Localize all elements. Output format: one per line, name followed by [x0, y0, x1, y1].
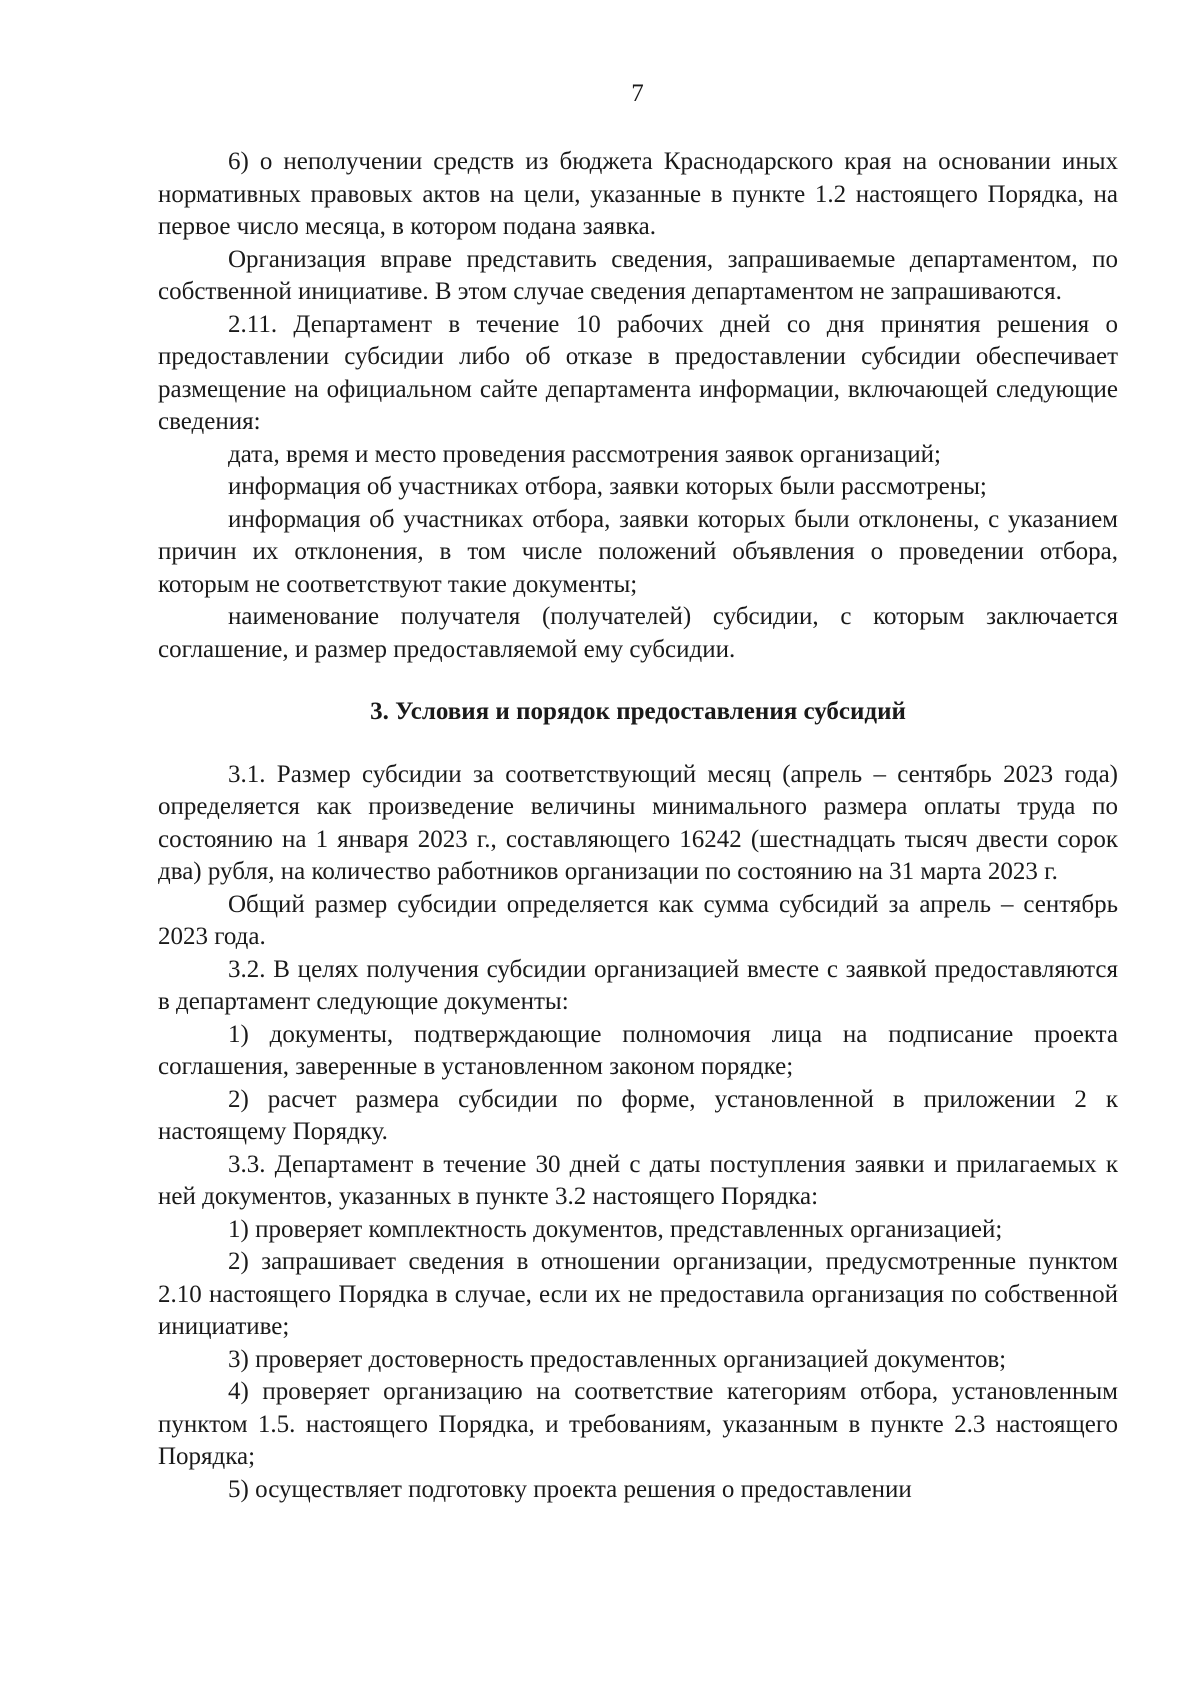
paragraph-total-size: Общий размер субсидии определяется как сумма субсидий за апрель – сентябрь 2023 года. — [158, 890, 1118, 950]
paragraph-initiative: Организация вправе представить сведения, запрашиваемые департаментом, по собственной инициативе. В этом случае сведения департаментом не запрашиваются. — [158, 245, 1118, 305]
paragraph-info-recipient: наименование получателя (получателей) субсидии, с которым заключается соглашение, и размер предоставляемой ему субсидии. — [158, 603, 1118, 663]
paragraph-3-3-item-3: 3) проверяет достоверность предоставленных организацией документов; — [228, 1345, 1007, 1373]
page-number: 7 — [631, 80, 644, 107]
paragraph-3-1: 3.1. Размер субсидии за соответствующий месяц (апрель – сентябрь 2023 года) определяется как произведение величины минимального размера оплаты труда по состоянию на 1 января 2023 г., составляющего 16242 (шестнадцать тысяч двести сорок два) рубля, на количество работников организации по состоянию на 31 марта 2023 г. — [158, 760, 1118, 885]
paragraph-3-2: 3.2. В целях получения субсидии организацией вместе с заявкой предоставляются в департамент следующие документы: — [158, 955, 1118, 1015]
paragraph-3-3-item-2: 2) запрашивает сведения в отношении организации, предусмотренные пунктом 2.10 настоящего Порядка в случае, если их не предоставила организация по собственной инициативе; — [158, 1248, 1118, 1340]
document-body — [158, 146, 1118, 1506]
paragraph-info-reviewed: информация об участниках отбора, заявки которых были рассмотрены; — [228, 473, 987, 500]
paragraph-info-date: дата, время и место проведения рассмотрения заявок организаций; — [228, 440, 941, 468]
paragraph-3-2-item-2: 2) расчет размера субсидии по форме, установленной в приложении 2 к настоящему Порядку. — [158, 1085, 1118, 1145]
paragraph-3-3-item-5: 5) осуществляет подготовку проекта решения о предоставлении — [228, 1475, 912, 1503]
paragraph-info-rejected: информация об участниках отбора, заявки которых были отклонены, с указанием причин их отклонения, в том числе положений объявления о проведении отбора, которым не соответствуют такие документы; — [158, 505, 1118, 598]
paragraph-2-11: 2.11. Департамент в течение 10 рабочих дней со дня принятия решения о предоставлении субсидии либо об отказе в предоставлении субсидии обеспечивает размещение на официальном сайте департамента информации, включающей следующие сведения: — [158, 310, 1118, 435]
paragraph-3-3-item-1: 1) проверяет комплектность документов, представленных организацией; — [228, 1215, 1003, 1243]
paragraph-3-2-item-1: 1) документы, подтверждающие полномочия лица на подписание проекта соглашения, заверенные в установленном законом порядке; — [158, 1020, 1118, 1080]
paragraph-3-3-item-4: 4) проверяет организацию на соответствие категориям отбора, установленным пунктом 1.5. настоящего Порядка, и требованиям, указанным в пункте 2.3 настоящего Порядка; — [158, 1378, 1118, 1470]
paragraph-item-6: 6) о неполучении средств из бюджета Краснодарского края на основании иных нормативных правовых актов на цели, указанные в пункте 1.2 настоящего Порядка, на первое число месяца, в котором подана заявка. — [158, 148, 1118, 240]
section-heading: 3. Условия и порядок предоставления субсидий — [370, 698, 906, 725]
paragraph-3-3: 3.3. Департамент в течение 30 дней с даты поступления заявки и прилагаемых к ней документов, указанных в пункте 3.2 настоящего Порядка: — [158, 1150, 1118, 1210]
